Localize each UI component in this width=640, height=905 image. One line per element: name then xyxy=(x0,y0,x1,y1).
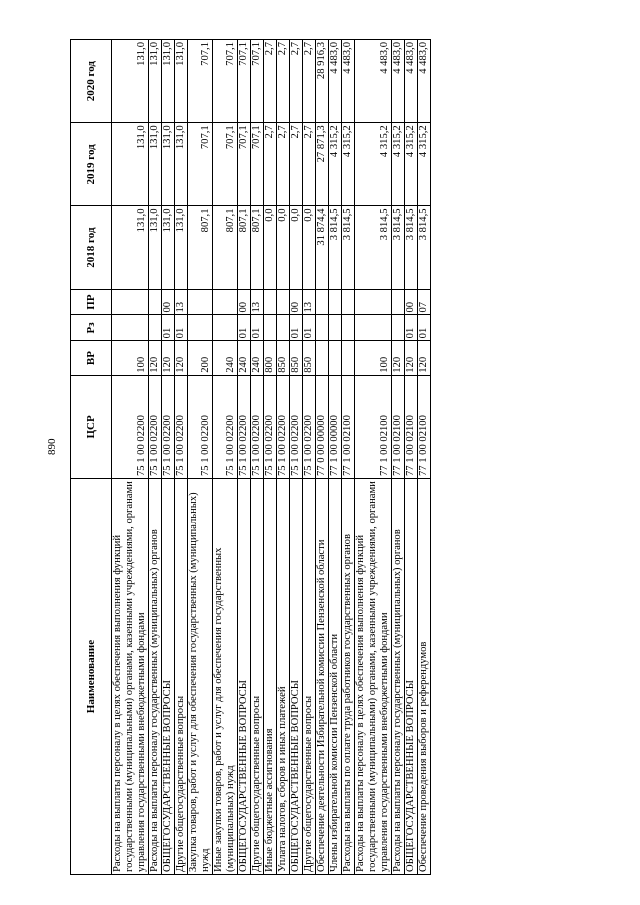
row-pr-cell: 00 xyxy=(290,289,303,315)
row-csr-cell: 75 1 00 02200 xyxy=(149,375,162,478)
row-2018-cell: 807,1 xyxy=(251,206,264,289)
row-2019-cell: 131,0 xyxy=(175,123,188,206)
row-2019-cell: 4 315,2 xyxy=(329,123,342,206)
row-rz-cell xyxy=(277,315,290,341)
row-2019-cell: 131,0 xyxy=(162,123,175,206)
row-2018-cell: 131,0 xyxy=(149,206,162,289)
row-name-cell: Расходы на выплаты персоналу в целях обеспечения выполнения функций государственными (муниципальными) органами, казенными учреждениями, органами управления государственными внебюджетными фондами xyxy=(355,479,392,875)
row-name-cell: ОБЩЕГОСУДАРСТВЕННЫЕ ВОПРОСЫ xyxy=(162,479,175,875)
header-name: Наименование xyxy=(71,479,112,875)
table-row xyxy=(162,40,175,875)
table-row xyxy=(303,40,316,875)
row-pr-cell xyxy=(264,289,277,315)
row-rz-cell xyxy=(392,315,405,341)
row-2020-cell: 2,7 xyxy=(303,40,316,123)
row-2018-cell: 0,0 xyxy=(264,206,277,289)
row-2018-cell: 31 874,4 xyxy=(316,206,329,289)
row-pr-cell xyxy=(355,289,392,315)
row-pr-cell xyxy=(149,289,162,315)
row-rz-cell xyxy=(264,315,277,341)
row-csr-cell: 75 1 00 02200 xyxy=(303,375,316,478)
row-pr-cell xyxy=(188,289,213,315)
row-2019-cell: 4 315,2 xyxy=(342,123,355,206)
row-2020-cell: 4 483,0 xyxy=(342,40,355,123)
row-pr-cell: 00 xyxy=(405,289,418,315)
row-2018-cell: 3 814,5 xyxy=(329,206,342,289)
row-2020-cell: 4 483,0 xyxy=(418,40,431,123)
row-vr-cell: 240 xyxy=(213,341,238,375)
row-2019-cell: 707,1 xyxy=(238,123,251,206)
row-name-cell: Другие общегосударственные вопросы xyxy=(303,479,316,875)
table-row xyxy=(175,40,188,875)
row-2020-cell: 131,0 xyxy=(162,40,175,123)
row-name-cell: ОБЩЕГОСУДАРСТВЕННЫЕ ВОПРОСЫ xyxy=(238,479,251,875)
row-name-cell: Обеспечение проведения выборов и референдумов xyxy=(418,479,431,875)
row-vr-cell: 200 xyxy=(188,341,213,375)
row-csr-cell: 75 1 00 02200 xyxy=(290,375,303,478)
row-2018-cell: 0,0 xyxy=(290,206,303,289)
row-pr-cell: 13 xyxy=(175,289,188,315)
row-rz-cell: 01 xyxy=(175,315,188,341)
row-vr-cell: 240 xyxy=(251,341,264,375)
row-2019-cell: 4 315,2 xyxy=(418,123,431,206)
row-pr-cell xyxy=(277,289,290,315)
row-2019-cell: 707,1 xyxy=(251,123,264,206)
row-2020-cell: 131,0 xyxy=(149,40,162,123)
row-csr-cell: 77 1 00 02100 xyxy=(405,375,418,478)
table-row xyxy=(342,40,355,875)
row-csr-cell: 75 1 00 02200 xyxy=(264,375,277,478)
row-2018-cell: 131,0 xyxy=(175,206,188,289)
row-rz-cell: 01 xyxy=(290,315,303,341)
row-2019-cell: 2,7 xyxy=(290,123,303,206)
header-pr: ПР xyxy=(71,289,112,315)
table-row xyxy=(188,40,213,875)
row-2019-cell: 27 871,3 xyxy=(316,123,329,206)
budget-table xyxy=(70,39,431,875)
table-row xyxy=(264,40,277,875)
row-2019-cell: 4 315,2 xyxy=(392,123,405,206)
row-csr-cell: 77 1 00 02100 xyxy=(392,375,405,478)
row-csr-cell: 75 1 00 02200 xyxy=(175,375,188,478)
header-csr: ЦСР xyxy=(71,375,112,478)
row-2020-cell: 4 483,0 xyxy=(405,40,418,123)
row-pr-cell xyxy=(213,289,238,315)
row-vr-cell: 240 xyxy=(238,341,251,375)
header-2018: 2018 год xyxy=(71,206,112,289)
row-vr-cell: 120 xyxy=(392,341,405,375)
row-rz-cell: 01 xyxy=(303,315,316,341)
row-2019-cell: 707,1 xyxy=(188,123,213,206)
row-csr-cell: 75 1 00 02200 xyxy=(162,375,175,478)
row-rz-cell: 01 xyxy=(405,315,418,341)
table-row xyxy=(112,40,149,875)
row-pr-cell xyxy=(392,289,405,315)
row-2020-cell: 4 483,0 xyxy=(392,40,405,123)
header-rz: Рз xyxy=(71,315,112,341)
row-csr-cell: 75 1 00 02200 xyxy=(251,375,264,478)
row-name-cell: Члены избирательной комиссии Пензенской области xyxy=(329,479,342,875)
row-2018-cell: 3 814,5 xyxy=(405,206,418,289)
row-pr-cell: 00 xyxy=(162,289,175,315)
row-2019-cell: 131,0 xyxy=(112,123,149,206)
row-2018-cell: 0,0 xyxy=(277,206,290,289)
row-2020-cell: 28 916,3 xyxy=(316,40,329,123)
row-name-cell: Другие общегосударственные вопросы xyxy=(251,479,264,875)
budget-table-rotated xyxy=(70,39,558,875)
row-name-cell: Расходы на выплаты персоналу государственных (муниципальных) органов xyxy=(392,479,405,875)
table-body xyxy=(112,40,431,875)
row-2019-cell: 2,7 xyxy=(303,123,316,206)
row-2019-cell: 2,7 xyxy=(264,123,277,206)
row-2020-cell: 707,1 xyxy=(251,40,264,123)
row-csr-cell: 77 1 00 02100 xyxy=(418,375,431,478)
row-rz-cell xyxy=(188,315,213,341)
row-csr-cell: 75 1 00 02200 xyxy=(188,375,213,478)
row-2020-cell: 707,1 xyxy=(188,40,213,123)
row-2018-cell: 3 814,5 xyxy=(392,206,405,289)
row-2018-cell: 131,0 xyxy=(112,206,149,289)
table-row xyxy=(316,40,329,875)
row-csr-cell: 77 0 00 00000 xyxy=(316,375,329,478)
row-2020-cell: 2,7 xyxy=(277,40,290,123)
row-name-cell: Закупка товаров, работ и услуг для обеспечения государственных (муниципальных) нужд xyxy=(188,479,213,875)
row-2019-cell: 707,1 xyxy=(213,123,238,206)
table-row xyxy=(213,40,238,875)
row-vr-cell: 100 xyxy=(355,341,392,375)
row-2018-cell: 807,1 xyxy=(188,206,213,289)
row-2018-cell: 807,1 xyxy=(238,206,251,289)
row-csr-cell: 77 1 00 00000 xyxy=(329,375,342,478)
row-rz-cell: 01 xyxy=(238,315,251,341)
row-2018-cell: 3 814,5 xyxy=(418,206,431,289)
row-rz-cell: 01 xyxy=(162,315,175,341)
row-vr-cell: 120 xyxy=(149,341,162,375)
row-rz-cell: 01 xyxy=(418,315,431,341)
row-vr-cell: 100 xyxy=(112,341,149,375)
row-csr-cell: 77 1 00 02100 xyxy=(342,375,355,478)
row-vr-cell xyxy=(316,341,329,375)
row-rz-cell xyxy=(149,315,162,341)
row-pr-cell: 13 xyxy=(303,289,316,315)
row-rz-cell xyxy=(329,315,342,341)
row-2018-cell: 3 814,5 xyxy=(342,206,355,289)
row-name-cell: Уплата налогов, сборов и иных платежей xyxy=(277,479,290,875)
row-2020-cell: 131,0 xyxy=(175,40,188,123)
row-name-cell: Иные бюджетные ассигнования xyxy=(264,479,277,875)
page-number: 890 xyxy=(46,438,58,455)
row-2018-cell: 131,0 xyxy=(162,206,175,289)
row-2020-cell: 4 483,0 xyxy=(355,40,392,123)
row-vr-cell: 850 xyxy=(303,341,316,375)
table-row xyxy=(329,40,342,875)
row-name-cell: Расходы на выплаты по оплате труда работников государственных органов xyxy=(342,479,355,875)
row-pr-cell: 13 xyxy=(251,289,264,315)
row-pr-cell xyxy=(112,289,149,315)
table-row xyxy=(290,40,303,875)
row-2020-cell: 707,1 xyxy=(238,40,251,123)
row-csr-cell: 75 1 00 02200 xyxy=(277,375,290,478)
table-row xyxy=(251,40,264,875)
row-rz-cell xyxy=(213,315,238,341)
row-2020-cell: 4 483,0 xyxy=(329,40,342,123)
row-2018-cell: 807,1 xyxy=(213,206,238,289)
row-vr-cell xyxy=(342,341,355,375)
row-2020-cell: 707,1 xyxy=(213,40,238,123)
row-2019-cell: 131,0 xyxy=(149,123,162,206)
table-row xyxy=(418,40,431,875)
row-rz-cell xyxy=(316,315,329,341)
row-pr-cell xyxy=(329,289,342,315)
row-vr-cell: 850 xyxy=(290,341,303,375)
row-name-cell: Расходы на выплаты персоналу в целях обеспечения выполнения функций государственными (муниципальными) органами, казенными учреждениями, органами управления государственными внебюджетными фондами xyxy=(112,479,149,875)
row-pr-cell xyxy=(316,289,329,315)
table-row xyxy=(277,40,290,875)
row-name-cell: Другие общегосударственные вопросы xyxy=(175,479,188,875)
row-vr-cell: 800 xyxy=(264,341,277,375)
row-csr-cell: 75 1 00 02200 xyxy=(238,375,251,478)
row-name-cell: Обеспечение деятельности Избирательной комиссии Пензенской области xyxy=(316,479,329,875)
row-vr-cell: 120 xyxy=(405,341,418,375)
row-vr-cell: 120 xyxy=(175,341,188,375)
table-row xyxy=(149,40,162,875)
row-2018-cell: 3 814,5 xyxy=(355,206,392,289)
row-rz-cell xyxy=(355,315,392,341)
row-rz-cell xyxy=(112,315,149,341)
row-pr-cell: 07 xyxy=(418,289,431,315)
row-2019-cell: 4 315,2 xyxy=(405,123,418,206)
row-2020-cell: 2,7 xyxy=(290,40,303,123)
row-name-cell: Расходы на выплаты персоналу государственных (муниципальных) органов xyxy=(149,479,162,875)
row-vr-cell: 120 xyxy=(418,341,431,375)
row-pr-cell xyxy=(342,289,355,315)
row-name-cell: Иные закупки товаров, работ и услуг для обеспечения государственных (муниципальных) нужд xyxy=(213,479,238,875)
row-name-cell: ОБЩЕГОСУДАРСТВЕННЫЕ ВОПРОСЫ xyxy=(405,479,418,875)
table-row xyxy=(238,40,251,875)
row-2018-cell: 0,0 xyxy=(303,206,316,289)
row-2020-cell: 2,7 xyxy=(264,40,277,123)
header-vr: ВР xyxy=(71,341,112,375)
table-row xyxy=(392,40,405,875)
row-pr-cell: 00 xyxy=(238,289,251,315)
row-rz-cell xyxy=(342,315,355,341)
row-2019-cell: 2,7 xyxy=(277,123,290,206)
row-vr-cell: 850 xyxy=(277,341,290,375)
row-csr-cell: 77 1 00 02100 xyxy=(355,375,392,478)
row-csr-cell: 75 1 00 02200 xyxy=(112,375,149,478)
row-rz-cell: 01 xyxy=(251,315,264,341)
row-csr-cell: 75 1 00 02200 xyxy=(213,375,238,478)
table-row xyxy=(405,40,418,875)
row-2019-cell: 4 315,2 xyxy=(355,123,392,206)
row-2020-cell: 131,0 xyxy=(112,40,149,123)
header-2020: 2020 год xyxy=(71,40,112,123)
header-2019: 2019 год xyxy=(71,123,112,206)
row-name-cell: ОБЩЕГОСУДАРСТВЕННЫЕ ВОПРОСЫ xyxy=(290,479,303,875)
table-row xyxy=(355,40,392,875)
row-vr-cell xyxy=(329,341,342,375)
row-vr-cell: 120 xyxy=(162,341,175,375)
table-header-row xyxy=(71,40,112,875)
